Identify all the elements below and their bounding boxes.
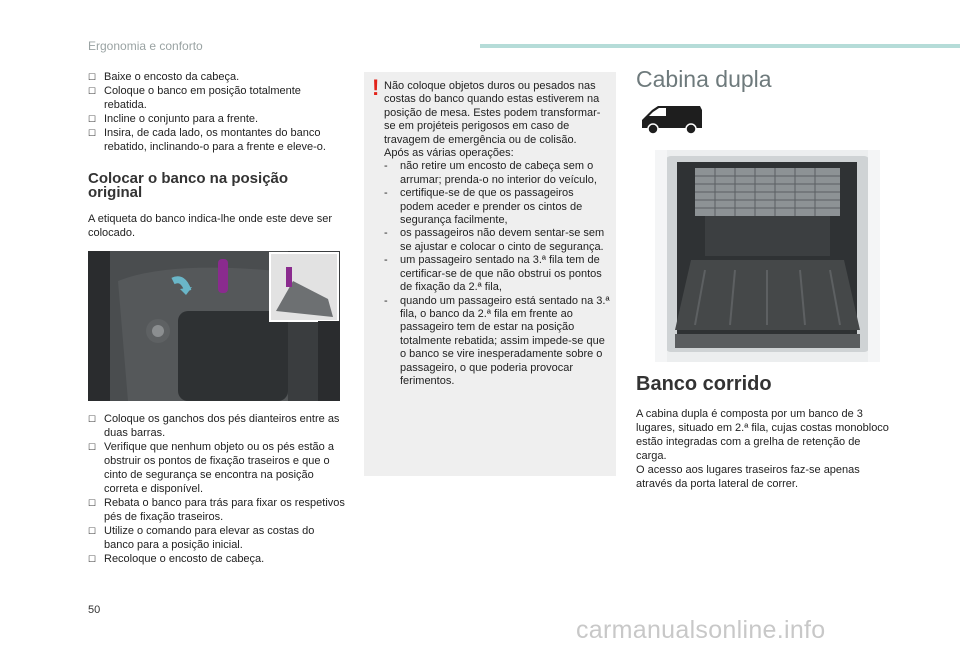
section-heading: Colocar o banco na posição original bbox=[88, 170, 289, 201]
paragraph: A etiqueta do banco indica-lhe onde este deve ser colocado. bbox=[88, 213, 333, 239]
checkbox-bullet-icon: ☐ bbox=[88, 86, 97, 96]
checkbox-bullet-icon: ☐ bbox=[88, 554, 97, 564]
list-item: ☐ Coloque o banco em posição totalmente rebatida. bbox=[88, 85, 301, 111]
section-label: Ergonomia e conforto bbox=[88, 39, 203, 53]
list-item: ☐ Verifique que nenhum objeto ou os pés estão a obstruir os pontos de fixação traseiros e que o cinto de segurança se encontra na posição correta e disponível. bbox=[88, 441, 334, 495]
watermark: carmanualsonline.info bbox=[576, 616, 826, 644]
list-item: - não retire um encosto de cabeça sem o arrumar; prenda-o no interior do veículo, bbox=[384, 160, 597, 186]
warning-lead: Após as várias operações: bbox=[384, 147, 514, 160]
header-accent-bar bbox=[480, 44, 960, 48]
seat-fixing-illustration bbox=[88, 251, 340, 401]
checkbox-bullet-icon: ☐ bbox=[88, 498, 97, 508]
bullet-list-bottom bbox=[88, 412, 346, 566]
list-item: - um passageiro sentado na 3.ª fila tem de certificar-se de que não obstrui os pontos de fixação da 2.ª fila, bbox=[384, 254, 602, 294]
van-cargo-illustration bbox=[655, 150, 880, 362]
section-heading-banco: Banco corrido bbox=[636, 373, 772, 395]
list-item: ☐ Insira, de cada lado, os montantes do banco rebatido, inclinando-o para a frente e eleve-o. bbox=[88, 127, 326, 153]
page-title: Cabina dupla bbox=[636, 66, 772, 92]
checkbox-bullet-icon: ☐ bbox=[88, 128, 97, 138]
checkbox-bullet-icon: ☐ bbox=[88, 414, 97, 424]
list-item: ☐ Utilize o comando para elevar as costas do banco para a posição inicial. bbox=[88, 525, 315, 551]
checkbox-bullet-icon: ☐ bbox=[88, 442, 97, 452]
warning-list bbox=[384, 160, 610, 388]
warning-text bbox=[384, 80, 610, 388]
checkbox-bullet-icon: ☐ bbox=[88, 72, 97, 82]
list-item: - quando um passageiro está sentado na 3.ª fila, o banco da 2.ª fila em frente ao passageiro tem de estar na posição totalmente rebatida; assim impede-se que o banco se vire inesperadamente sobre o passageiro, o que poderia provocar ferimentos. bbox=[384, 294, 610, 387]
paragraph: A cabina dupla é composta por um banco de 3 lugares, situado em 2.ª fila, cujas costas monobloco estão integradas com a grelha de retenção de carga. bbox=[636, 408, 889, 462]
warning-intro: Não coloque objetos duros ou pesados nas costas do banco quando estas estiverem na posição de mesa. Estes podem transformar-se em projéteis perigosos em caso de travagem de emergência ou de colisão. bbox=[384, 80, 601, 146]
exclamation-warning-icon: ! bbox=[372, 75, 380, 100]
list-item: ☐ Rebata o banco para trás para fixar os respetivos pés de fixação traseiros. bbox=[88, 497, 345, 523]
seat-fixing-photo bbox=[88, 251, 340, 401]
warning-box bbox=[364, 72, 616, 476]
list-item: - os passageiros não devem sentar-se sem se ajustar e colocar o cinto de segurança. bbox=[384, 227, 605, 253]
page-number: 50 bbox=[88, 604, 101, 616]
list-item: ☐ Coloque os ganchos dos pés dianteiros entre as duas barras. bbox=[88, 413, 340, 439]
list-item: ☐ Incline o conjunto para a frente. bbox=[88, 113, 259, 125]
double-cab-photo bbox=[655, 150, 880, 362]
paragraph: O acesso aos lugares traseiros faz-se apenas através da porta lateral de correr. bbox=[636, 464, 860, 490]
bullet-list-top bbox=[88, 70, 346, 154]
list-item: ☐ Recoloque o encosto de cabeça. bbox=[88, 553, 265, 565]
list-item: - certifique-se de que os passageiros podem aceder e prender os cintos de segurança facilmente, bbox=[384, 187, 583, 227]
left-column-bottom bbox=[88, 412, 346, 566]
checkbox-bullet-icon: ☐ bbox=[88, 526, 97, 536]
van-silhouette-icon bbox=[638, 104, 704, 136]
right-column bbox=[636, 407, 892, 491]
checkbox-bullet-icon: ☐ bbox=[88, 114, 97, 124]
list-item: ☐ Baixe o encosto da cabeça. bbox=[88, 71, 240, 83]
left-column bbox=[88, 70, 346, 240]
